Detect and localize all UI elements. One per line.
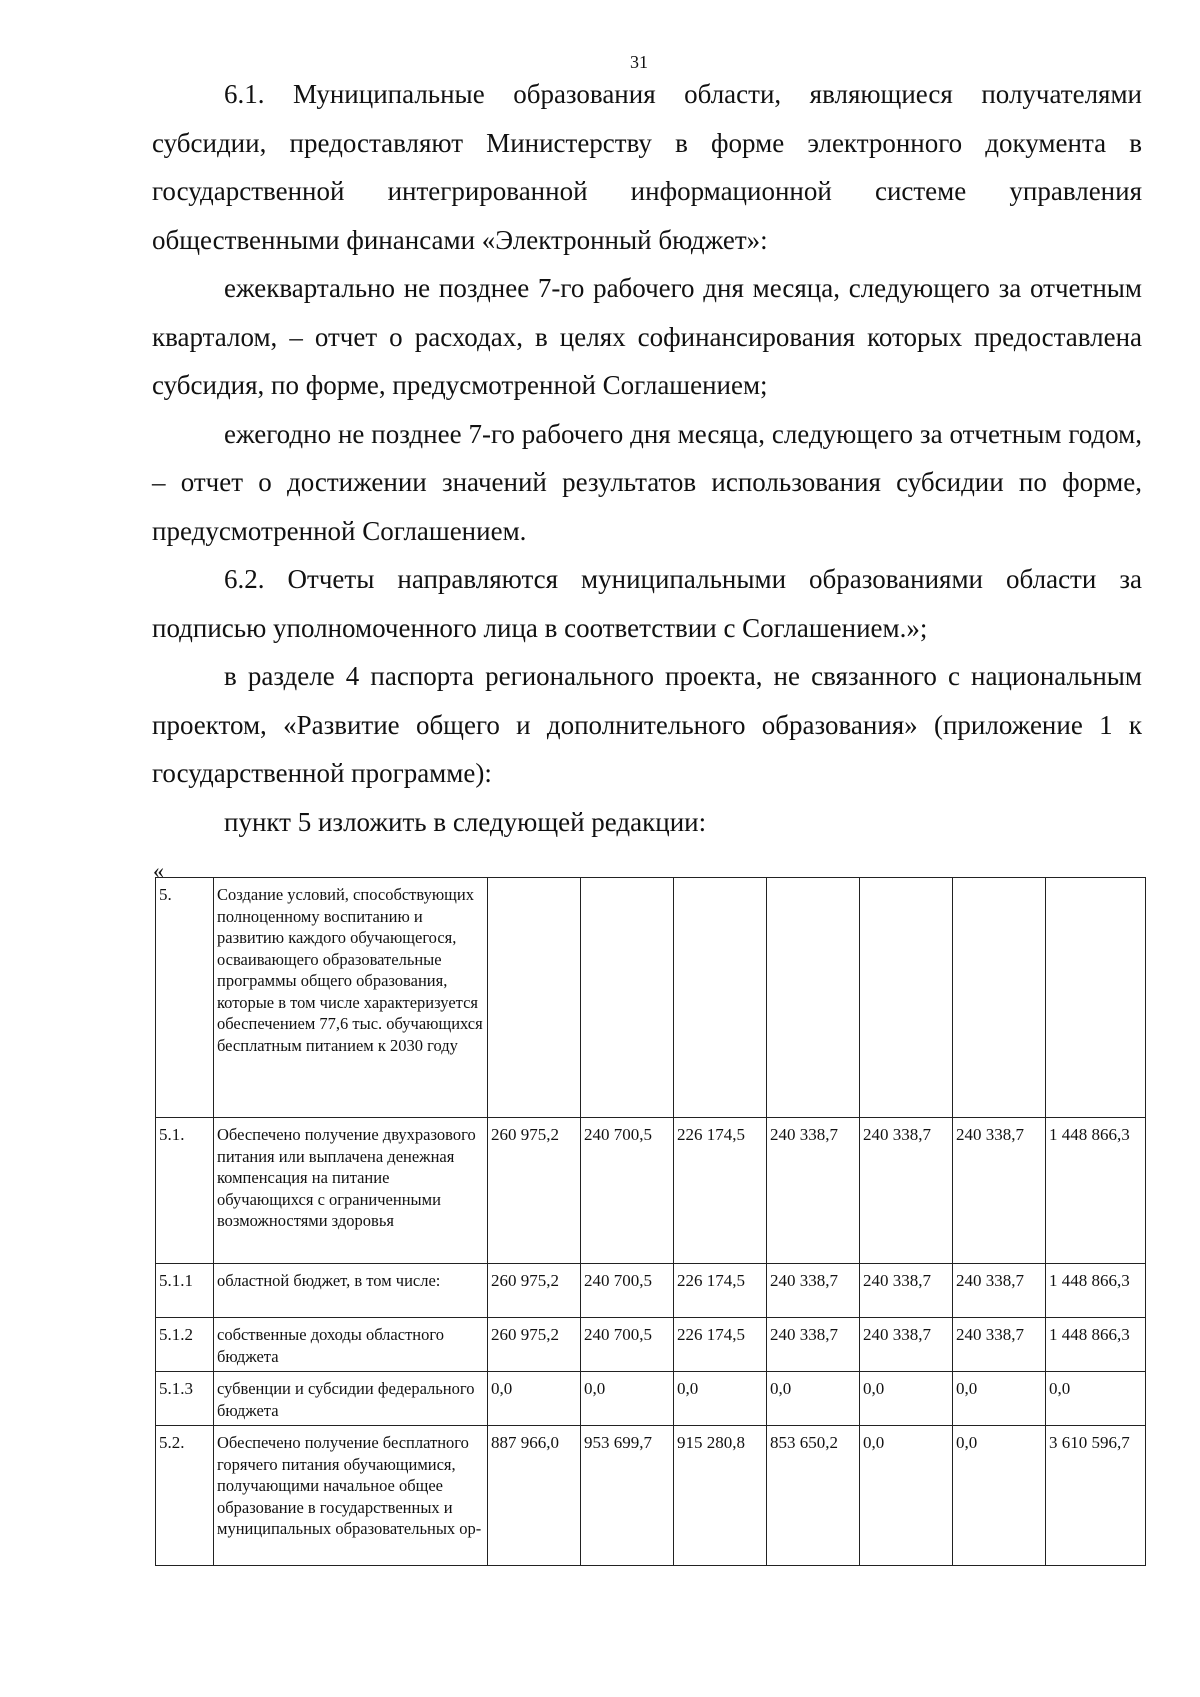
paragraph-section-4: в разделе 4 паспорта регионального проекта, не связанного с национальным проектом, «Развитие общего и дополнительного образования» (приложение 1 к государственной программе): xyxy=(152,661,1142,788)
value-cell: 240 338,7 xyxy=(953,1118,1046,1264)
paragraph-annual: ежегодно не позднее 7-го рабочего дня месяца, следующего за отчетным годом, – отчет о достижении значений результатов использования субсидии по форме, предусмотренной Соглашением. xyxy=(152,418,1142,546)
row-code: 5.1.2 xyxy=(156,1318,214,1372)
value-cell: 260 975,2 xyxy=(488,1118,581,1264)
page-number: 31 xyxy=(630,52,648,72)
paragraph-item-5: пункт 5 изложить в следующей редакции: xyxy=(224,806,707,837)
row-code: 5. xyxy=(156,878,214,1118)
value-cell xyxy=(860,878,953,1118)
value-cell: 226 174,5 xyxy=(674,1118,767,1264)
row-description: субвенции и субсидии федерального бюджета xyxy=(214,1372,488,1426)
value-cell: 0,0 xyxy=(488,1372,581,1426)
quote-mark: « xyxy=(153,858,164,883)
value-cell: 240 338,7 xyxy=(860,1318,953,1372)
table-row xyxy=(156,1372,1146,1426)
row-description: областной бюджет, в том числе: xyxy=(214,1264,488,1318)
paragraph-6-1: 6.1. Муниципальные образования области, являющиеся получателями субсидии, предоставляют Министерству в форме электронного документа в государственной интегрированной информационной системе управления общественными финансами «Электронный бюджет»: xyxy=(152,79,1142,255)
value-cell: 853 650,2 xyxy=(767,1426,860,1566)
value-cell: 240 700,5 xyxy=(581,1264,674,1318)
value-cell: 226 174,5 xyxy=(674,1264,767,1318)
value-cell xyxy=(1046,878,1146,1118)
table-row xyxy=(156,1426,1146,1566)
value-cell: 0,0 xyxy=(1046,1372,1146,1426)
value-cell: 887 966,0 xyxy=(488,1426,581,1566)
value-cell: 0,0 xyxy=(860,1372,953,1426)
paragraph-quarterly: ежеквартально не позднее 7-го рабочего дня месяца, следующего за отчетным кварталом, – отчет о расходах, в целях софинансирования которых предоставлена субсидия, по форме, предусмотренной Соглашением; xyxy=(152,273,1142,400)
value-cell xyxy=(674,878,767,1118)
value-cell: 260 975,2 xyxy=(488,1318,581,1372)
value-cell xyxy=(581,878,674,1118)
value-cell xyxy=(953,878,1046,1118)
value-cell: 240 338,7 xyxy=(767,1264,860,1318)
value-cell: 1 448 866,3 xyxy=(1046,1318,1146,1372)
value-cell: 240 700,5 xyxy=(581,1118,674,1264)
value-cell xyxy=(488,878,581,1118)
value-cell: 0,0 xyxy=(953,1372,1046,1426)
value-cell: 240 338,7 xyxy=(767,1118,860,1264)
value-cell: 240 338,7 xyxy=(767,1318,860,1372)
value-cell: 1 448 866,3 xyxy=(1046,1264,1146,1318)
value-cell: 0,0 xyxy=(953,1426,1046,1566)
row-description: Обеспечено получение бесплатного горячего питания обучающимися, получающими начальное общее образование в государственных и муниципальных образовательных ор- xyxy=(214,1426,488,1566)
value-cell: 0,0 xyxy=(767,1372,860,1426)
value-cell: 0,0 xyxy=(860,1426,953,1566)
table-row xyxy=(156,878,1146,1118)
row-code: 5.1.1 xyxy=(156,1264,214,1318)
value-cell: 3 610 596,7 xyxy=(1046,1426,1146,1566)
row-code: 5.1.3 xyxy=(156,1372,214,1426)
value-cell: 240 338,7 xyxy=(953,1318,1046,1372)
value-cell: 1 448 866,3 xyxy=(1046,1118,1146,1264)
value-cell: 953 699,7 xyxy=(581,1426,674,1566)
value-cell: 240 700,5 xyxy=(581,1318,674,1372)
value-cell: 915 280,8 xyxy=(674,1426,767,1566)
table-row xyxy=(156,1264,1146,1318)
value-cell: 260 975,2 xyxy=(488,1264,581,1318)
value-cell: 240 338,7 xyxy=(860,1118,953,1264)
budget-table xyxy=(155,877,1146,1566)
row-code: 5.1. xyxy=(156,1118,214,1264)
row-code: 5.2. xyxy=(156,1426,214,1566)
row-description: собственные доходы областного бюджета xyxy=(214,1318,488,1372)
row-description: Создание условий, способствующих полноценному воспитанию и развитию каждого обучающегося, осваивающего образовательные программы общего образования, которые в том числе характеризуется обеспечением 77,6 тыс. обучающихся бесплатным питанием к 2030 году xyxy=(214,878,488,1118)
table-row xyxy=(156,1318,1146,1372)
value-cell: 240 338,7 xyxy=(860,1264,953,1318)
paragraph-6-2: 6.2. Отчеты направляются муниципальными образованиями области за подписью уполномоченного лица в соответствии с Соглашением.»; xyxy=(152,564,1142,643)
value-cell: 0,0 xyxy=(581,1372,674,1426)
value-cell: 226 174,5 xyxy=(674,1318,767,1372)
table-row xyxy=(156,1118,1146,1264)
value-cell xyxy=(767,878,860,1118)
row-description: Обеспечено получение двухразового питания или выплачена денежная компенсация на питание обучающихся с ограниченными возможностями здоровья xyxy=(214,1118,488,1264)
value-cell: 0,0 xyxy=(674,1372,767,1426)
body-text xyxy=(152,70,1142,846)
value-cell: 240 338,7 xyxy=(953,1264,1046,1318)
